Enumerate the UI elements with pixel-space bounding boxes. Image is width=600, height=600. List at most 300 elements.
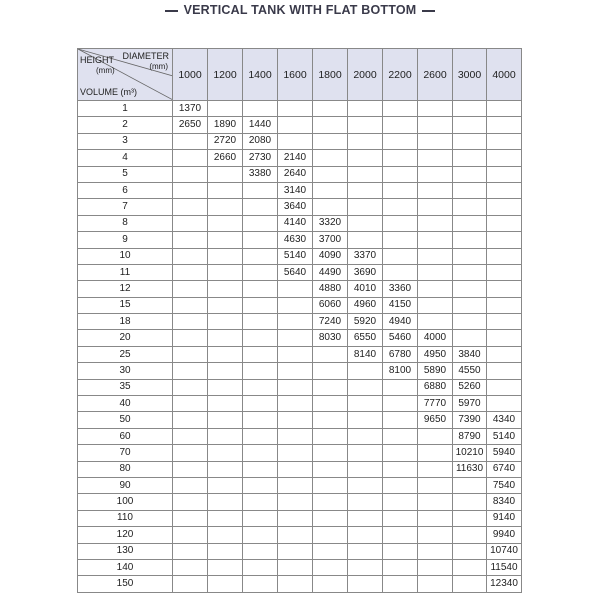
height-cell bbox=[173, 363, 208, 379]
height-cell bbox=[418, 510, 453, 526]
volume-cell: 10 bbox=[78, 248, 173, 264]
height-cell bbox=[383, 445, 418, 461]
height-cell bbox=[348, 150, 383, 166]
height-cell bbox=[453, 182, 487, 198]
height-cell bbox=[313, 428, 348, 444]
height-label: HEIGHT bbox=[80, 55, 115, 65]
height-cell bbox=[278, 363, 313, 379]
height-cell: 3640 bbox=[278, 199, 313, 215]
height-cell bbox=[383, 264, 418, 280]
height-cell bbox=[348, 543, 383, 559]
height-cell bbox=[313, 101, 348, 117]
height-cell: 1440 bbox=[243, 117, 278, 133]
height-cell bbox=[173, 428, 208, 444]
diameter-label: DIAMETER bbox=[122, 51, 169, 61]
height-cell bbox=[453, 264, 487, 280]
height-cell bbox=[453, 281, 487, 297]
table-row bbox=[78, 576, 522, 592]
volume-cell: 8 bbox=[78, 215, 173, 231]
height-cell bbox=[453, 166, 487, 182]
height-cell bbox=[208, 330, 243, 346]
height-cell bbox=[278, 396, 313, 412]
height-cell bbox=[487, 281, 522, 297]
height-cell: 6880 bbox=[418, 379, 453, 395]
height-cell: 9940 bbox=[487, 527, 522, 543]
height-cell bbox=[453, 576, 487, 592]
height-cell bbox=[418, 559, 453, 575]
volume-cell: 30 bbox=[78, 363, 173, 379]
height-cell bbox=[243, 494, 278, 510]
height-cell: 11540 bbox=[487, 559, 522, 575]
volume-cell: 120 bbox=[78, 527, 173, 543]
volume-cell: 70 bbox=[78, 445, 173, 461]
height-cell bbox=[243, 477, 278, 493]
height-cell: 4340 bbox=[487, 412, 522, 428]
height-cell bbox=[487, 232, 522, 248]
volume-cell: 18 bbox=[78, 314, 173, 330]
table-row bbox=[78, 199, 522, 215]
diameter-header-cell: 1000 bbox=[173, 49, 208, 101]
diameter-header-cell: 2000 bbox=[348, 49, 383, 101]
height-cell bbox=[487, 330, 522, 346]
height-cell bbox=[243, 314, 278, 330]
height-cell bbox=[348, 182, 383, 198]
height-cell: 8030 bbox=[313, 330, 348, 346]
height-cell bbox=[418, 150, 453, 166]
height-cell: 2640 bbox=[278, 166, 313, 182]
height-cell bbox=[487, 182, 522, 198]
height-cell bbox=[453, 232, 487, 248]
height-cell bbox=[208, 445, 243, 461]
height-cell bbox=[208, 461, 243, 477]
height-cell bbox=[173, 461, 208, 477]
table-row bbox=[78, 117, 522, 133]
table-row bbox=[78, 330, 522, 346]
height-cell bbox=[418, 297, 453, 313]
height-cell: 1370 bbox=[173, 101, 208, 117]
height-cell: 5970 bbox=[453, 396, 487, 412]
height-cell bbox=[208, 477, 243, 493]
height-cell bbox=[487, 396, 522, 412]
table-row bbox=[78, 281, 522, 297]
height-cell: 10740 bbox=[487, 543, 522, 559]
height-cell bbox=[348, 117, 383, 133]
height-cell bbox=[313, 543, 348, 559]
volume-cell: 3 bbox=[78, 133, 173, 149]
height-cell bbox=[453, 297, 487, 313]
height-cell bbox=[348, 576, 383, 592]
table-row bbox=[78, 363, 522, 379]
volume-cell: 20 bbox=[78, 330, 173, 346]
height-cell bbox=[173, 527, 208, 543]
height-cell: 7240 bbox=[313, 314, 348, 330]
height-cell bbox=[173, 248, 208, 264]
volume-cell: 15 bbox=[78, 297, 173, 313]
height-cell bbox=[453, 133, 487, 149]
table-row bbox=[78, 527, 522, 543]
height-cell bbox=[418, 264, 453, 280]
height-cell: 6550 bbox=[348, 330, 383, 346]
height-cell bbox=[208, 101, 243, 117]
height-cell bbox=[313, 510, 348, 526]
height-cell bbox=[348, 166, 383, 182]
height-cell bbox=[383, 412, 418, 428]
table-row bbox=[78, 133, 522, 149]
height-cell bbox=[487, 363, 522, 379]
height-cell bbox=[208, 248, 243, 264]
height-cell bbox=[278, 576, 313, 592]
table-row bbox=[78, 461, 522, 477]
height-cell bbox=[243, 264, 278, 280]
height-cell bbox=[243, 101, 278, 117]
height-cell: 9140 bbox=[487, 510, 522, 526]
height-cell bbox=[278, 101, 313, 117]
table-row bbox=[78, 396, 522, 412]
height-cell bbox=[313, 527, 348, 543]
height-cell bbox=[173, 150, 208, 166]
height-cell bbox=[208, 494, 243, 510]
height-cell bbox=[418, 527, 453, 543]
height-cell bbox=[383, 559, 418, 575]
height-cell: 5940 bbox=[487, 445, 522, 461]
height-cell bbox=[173, 445, 208, 461]
height-cell bbox=[383, 510, 418, 526]
height-cell bbox=[278, 314, 313, 330]
diameter-header-cell: 1200 bbox=[208, 49, 243, 101]
height-cell bbox=[383, 379, 418, 395]
height-cell bbox=[348, 510, 383, 526]
height-cell bbox=[173, 379, 208, 395]
height-cell bbox=[173, 281, 208, 297]
height-cell: 5140 bbox=[487, 428, 522, 444]
height-cell bbox=[313, 379, 348, 395]
volume-cell: 12 bbox=[78, 281, 173, 297]
height-cell bbox=[278, 133, 313, 149]
height-cell: 3140 bbox=[278, 182, 313, 198]
volume-cell: 40 bbox=[78, 396, 173, 412]
height-cell bbox=[418, 117, 453, 133]
height-cell bbox=[173, 559, 208, 575]
volume-cell: 80 bbox=[78, 461, 173, 477]
height-cell bbox=[348, 494, 383, 510]
table-row bbox=[78, 182, 522, 198]
volume-cell: 90 bbox=[78, 477, 173, 493]
height-cell bbox=[348, 133, 383, 149]
height-cell bbox=[208, 281, 243, 297]
height-cell: 4090 bbox=[313, 248, 348, 264]
height-cell bbox=[313, 412, 348, 428]
height-cell bbox=[243, 363, 278, 379]
height-cell bbox=[348, 559, 383, 575]
height-cell bbox=[383, 182, 418, 198]
height-cell: 8790 bbox=[453, 428, 487, 444]
height-cell: 5140 bbox=[278, 248, 313, 264]
volume-cell: 25 bbox=[78, 346, 173, 362]
height-cell bbox=[453, 199, 487, 215]
height-cell: 5920 bbox=[348, 314, 383, 330]
diameter-header-cell: 2600 bbox=[418, 49, 453, 101]
height-cell: 10210 bbox=[453, 445, 487, 461]
volume-cell: 140 bbox=[78, 559, 173, 575]
height-cell bbox=[348, 379, 383, 395]
title-dash-right bbox=[422, 10, 435, 12]
height-cell bbox=[453, 330, 487, 346]
table-row bbox=[78, 314, 522, 330]
height-cell bbox=[487, 248, 522, 264]
height-cell: 3320 bbox=[313, 215, 348, 231]
height-cell bbox=[383, 133, 418, 149]
height-cell: 4880 bbox=[313, 281, 348, 297]
volume-cell: 4 bbox=[78, 150, 173, 166]
corner-header-cell bbox=[78, 49, 173, 101]
height-cell: 5890 bbox=[418, 363, 453, 379]
height-cell bbox=[278, 527, 313, 543]
height-cell bbox=[418, 101, 453, 117]
page-title bbox=[0, 3, 600, 17]
height-cell bbox=[243, 527, 278, 543]
height-cell bbox=[313, 494, 348, 510]
height-cell bbox=[313, 346, 348, 362]
height-cell bbox=[208, 166, 243, 182]
height-cell bbox=[208, 543, 243, 559]
table-row bbox=[78, 510, 522, 526]
height-cell bbox=[208, 510, 243, 526]
height-cell bbox=[383, 215, 418, 231]
height-cell: 4550 bbox=[453, 363, 487, 379]
height-cell bbox=[313, 199, 348, 215]
height-cell bbox=[313, 396, 348, 412]
height-cell bbox=[383, 150, 418, 166]
height-cell bbox=[173, 396, 208, 412]
table-row bbox=[78, 494, 522, 510]
height-cell bbox=[278, 281, 313, 297]
height-cell bbox=[383, 117, 418, 133]
height-cell bbox=[487, 101, 522, 117]
height-cell bbox=[278, 346, 313, 362]
height-cell bbox=[278, 543, 313, 559]
height-cell bbox=[243, 182, 278, 198]
volume-label: VOLUME (m³) bbox=[80, 87, 137, 97]
height-cell: 2140 bbox=[278, 150, 313, 166]
height-cell bbox=[313, 363, 348, 379]
height-cell bbox=[418, 199, 453, 215]
height-cell bbox=[313, 477, 348, 493]
height-cell bbox=[243, 232, 278, 248]
height-cell bbox=[453, 150, 487, 166]
height-cell: 7770 bbox=[418, 396, 453, 412]
table-row bbox=[78, 477, 522, 493]
height-cell: 2720 bbox=[208, 133, 243, 149]
height-cell bbox=[418, 215, 453, 231]
height-cell: 4490 bbox=[313, 264, 348, 280]
height-cell bbox=[348, 232, 383, 248]
height-cell bbox=[243, 346, 278, 362]
height-cell bbox=[453, 527, 487, 543]
height-cell bbox=[208, 346, 243, 362]
height-cell: 4940 bbox=[383, 314, 418, 330]
height-cell bbox=[453, 248, 487, 264]
height-cell bbox=[453, 101, 487, 117]
height-cell bbox=[278, 559, 313, 575]
height-cell bbox=[348, 101, 383, 117]
title-text: VERTICAL TANK WITH FLAT BOTTOM bbox=[183, 3, 417, 17]
table-row bbox=[78, 101, 522, 117]
height-cell bbox=[243, 297, 278, 313]
height-cell: 3690 bbox=[348, 264, 383, 280]
height-cell bbox=[313, 559, 348, 575]
table-row bbox=[78, 248, 522, 264]
height-cell bbox=[348, 396, 383, 412]
height-cell bbox=[383, 396, 418, 412]
height-cell: 6780 bbox=[383, 346, 418, 362]
height-cell bbox=[173, 494, 208, 510]
height-cell: 4630 bbox=[278, 232, 313, 248]
height-cell bbox=[418, 461, 453, 477]
height-cell: 4000 bbox=[418, 330, 453, 346]
height-unit: (mm) bbox=[96, 66, 115, 75]
height-cell bbox=[243, 543, 278, 559]
diameter-header-cell: 1400 bbox=[243, 49, 278, 101]
height-cell bbox=[208, 412, 243, 428]
volume-cell: 35 bbox=[78, 379, 173, 395]
height-cell bbox=[313, 182, 348, 198]
height-cell bbox=[208, 232, 243, 248]
height-cell bbox=[487, 166, 522, 182]
height-cell bbox=[487, 117, 522, 133]
height-cell bbox=[173, 412, 208, 428]
table-header-row bbox=[78, 49, 522, 101]
height-cell: 5460 bbox=[383, 330, 418, 346]
height-cell bbox=[418, 133, 453, 149]
height-cell bbox=[278, 445, 313, 461]
height-cell: 2730 bbox=[243, 150, 278, 166]
height-cell bbox=[453, 215, 487, 231]
height-cell bbox=[418, 281, 453, 297]
volume-cell: 9 bbox=[78, 232, 173, 248]
volume-cell: 1 bbox=[78, 101, 173, 117]
height-cell bbox=[208, 379, 243, 395]
height-cell bbox=[173, 133, 208, 149]
height-cell: 2660 bbox=[208, 150, 243, 166]
height-cell: 6740 bbox=[487, 461, 522, 477]
height-cell bbox=[243, 412, 278, 428]
volume-cell: 150 bbox=[78, 576, 173, 592]
height-cell bbox=[173, 330, 208, 346]
height-cell bbox=[453, 559, 487, 575]
height-cell bbox=[278, 494, 313, 510]
height-cell bbox=[173, 182, 208, 198]
height-cell bbox=[208, 182, 243, 198]
height-cell bbox=[243, 281, 278, 297]
height-cell: 9650 bbox=[418, 412, 453, 428]
table-row bbox=[78, 412, 522, 428]
height-cell bbox=[208, 199, 243, 215]
volume-cell: 7 bbox=[78, 199, 173, 215]
height-cell bbox=[487, 379, 522, 395]
height-cell bbox=[278, 428, 313, 444]
height-cell bbox=[383, 494, 418, 510]
height-cell bbox=[243, 396, 278, 412]
table-body bbox=[78, 101, 522, 593]
height-cell bbox=[348, 445, 383, 461]
height-cell: 3700 bbox=[313, 232, 348, 248]
height-cell bbox=[278, 379, 313, 395]
height-cell bbox=[243, 379, 278, 395]
height-cell bbox=[383, 576, 418, 592]
volume-cell: 50 bbox=[78, 412, 173, 428]
height-cell: 3360 bbox=[383, 281, 418, 297]
table-row bbox=[78, 543, 522, 559]
table-row bbox=[78, 150, 522, 166]
height-cell bbox=[383, 248, 418, 264]
height-cell bbox=[418, 166, 453, 182]
height-cell bbox=[173, 264, 208, 280]
height-cell: 12340 bbox=[487, 576, 522, 592]
diameter-header-cell: 1800 bbox=[313, 49, 348, 101]
height-cell bbox=[208, 396, 243, 412]
height-cell bbox=[383, 428, 418, 444]
height-cell bbox=[243, 576, 278, 592]
height-cell bbox=[348, 199, 383, 215]
height-cell bbox=[313, 117, 348, 133]
height-cell bbox=[313, 576, 348, 592]
height-cell bbox=[487, 297, 522, 313]
height-cell bbox=[383, 101, 418, 117]
height-cell bbox=[173, 297, 208, 313]
height-cell bbox=[418, 494, 453, 510]
height-cell bbox=[243, 428, 278, 444]
height-cell bbox=[453, 543, 487, 559]
diameter-header-cell: 3000 bbox=[453, 49, 487, 101]
height-cell bbox=[348, 215, 383, 231]
height-cell: 4010 bbox=[348, 281, 383, 297]
table-row bbox=[78, 428, 522, 444]
volume-cell: 2 bbox=[78, 117, 173, 133]
height-cell bbox=[313, 133, 348, 149]
height-cell bbox=[313, 150, 348, 166]
height-cell bbox=[418, 428, 453, 444]
height-cell bbox=[243, 215, 278, 231]
height-cell bbox=[173, 314, 208, 330]
height-cell: 7390 bbox=[453, 412, 487, 428]
height-cell bbox=[278, 297, 313, 313]
height-cell bbox=[313, 166, 348, 182]
volume-cell: 130 bbox=[78, 543, 173, 559]
height-cell bbox=[243, 199, 278, 215]
height-cell: 2080 bbox=[243, 133, 278, 149]
height-cell bbox=[208, 576, 243, 592]
height-cell bbox=[278, 510, 313, 526]
height-cell: 4960 bbox=[348, 297, 383, 313]
height-cell: 7540 bbox=[487, 477, 522, 493]
height-cell bbox=[487, 346, 522, 362]
table-row bbox=[78, 445, 522, 461]
height-cell bbox=[418, 182, 453, 198]
table-row bbox=[78, 346, 522, 362]
height-cell bbox=[173, 199, 208, 215]
diameter-unit: (mm) bbox=[149, 62, 168, 71]
height-cell bbox=[208, 428, 243, 444]
volume-cell: 60 bbox=[78, 428, 173, 444]
height-cell bbox=[453, 477, 487, 493]
height-cell: 1890 bbox=[208, 117, 243, 133]
height-cell: 8100 bbox=[383, 363, 418, 379]
height-cell bbox=[383, 543, 418, 559]
table-row bbox=[78, 559, 522, 575]
height-cell bbox=[383, 199, 418, 215]
height-cell: 2650 bbox=[173, 117, 208, 133]
height-cell bbox=[383, 527, 418, 543]
